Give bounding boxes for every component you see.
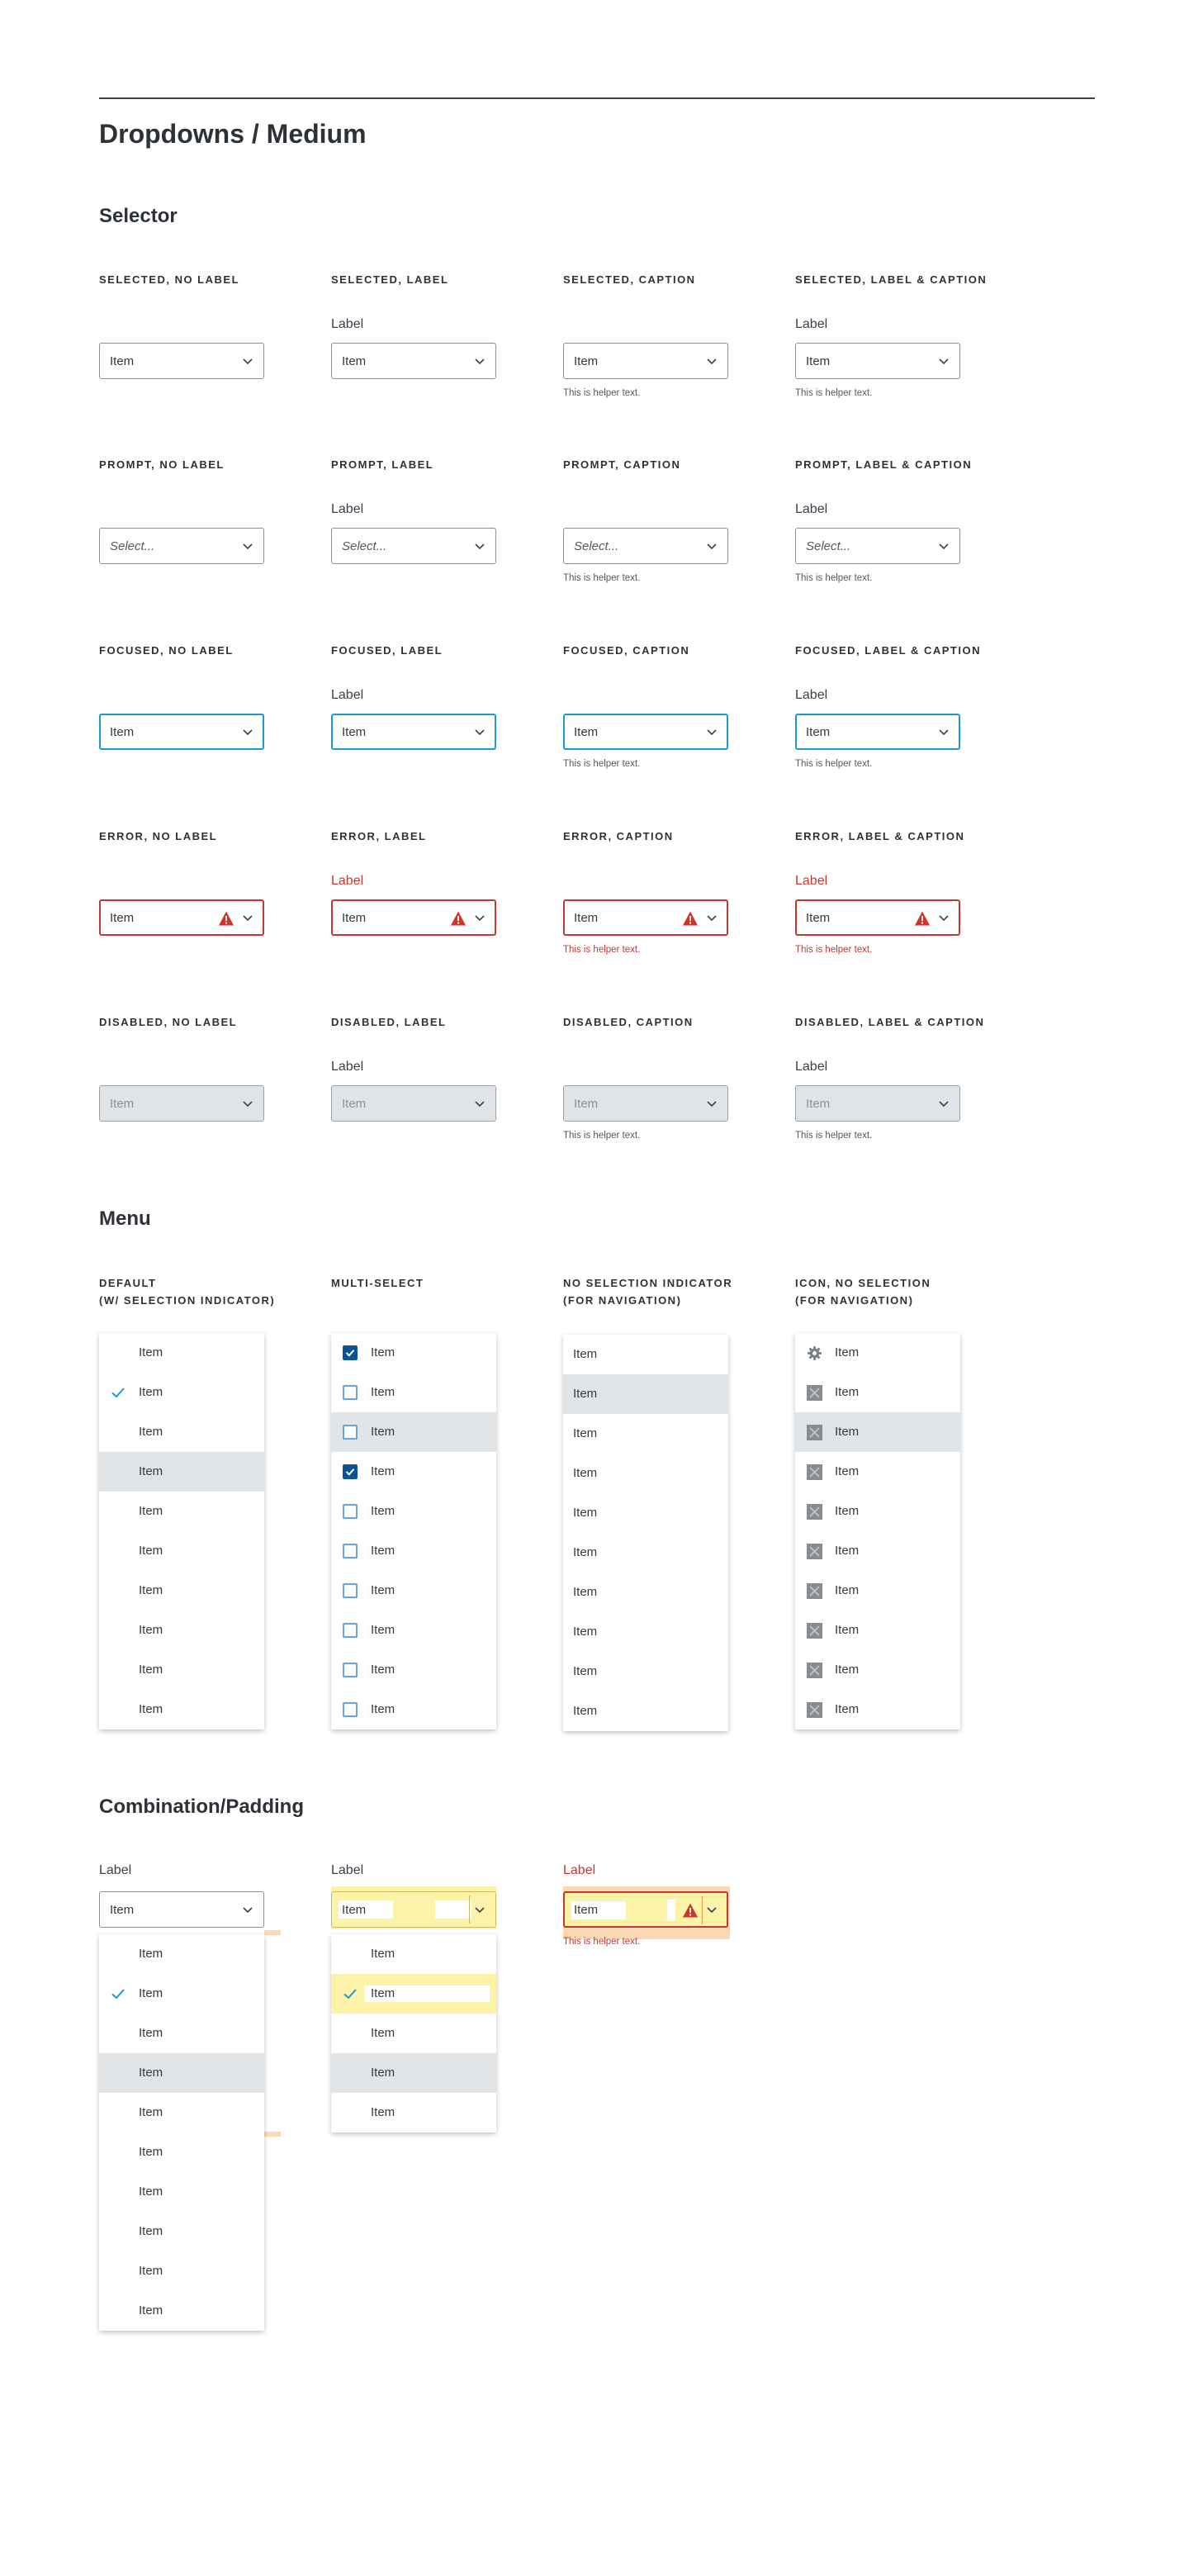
dropdown-selector <box>99 1085 264 1122</box>
dropdown-value: Item <box>806 1097 831 1111</box>
dropdown-value: Select... <box>110 539 155 553</box>
dropdown-value: Item <box>574 1097 599 1111</box>
menu-item[interactable] <box>795 1690 960 1729</box>
state-caption: ERROR, LABEL <box>331 830 427 842</box>
dropdown-selector <box>563 1085 728 1122</box>
menu-item[interactable] <box>99 1571 264 1611</box>
field-label: Label <box>795 317 828 331</box>
menu-item-label: Item <box>139 1623 163 1637</box>
menu-item-label: Item <box>371 1986 396 2000</box>
state-caption: ERROR, NO LABEL <box>99 830 218 842</box>
state-caption: SELECTED, NO LABEL <box>99 273 240 286</box>
divider <box>469 1895 470 1924</box>
dropdown-selector[interactable] <box>331 714 496 750</box>
chevron-down-icon <box>704 910 719 925</box>
padding-guide <box>264 1930 281 1935</box>
menu-item[interactable] <box>563 1335 728 1374</box>
placeholder-icon <box>807 1583 822 1599</box>
helper-text: This is helper text. <box>795 573 873 583</box>
dropdown-value: Item <box>110 1097 135 1111</box>
state-caption: DISABLED, NO LABEL <box>99 1016 238 1028</box>
menu-item-label: Item <box>139 2224 163 2238</box>
menu-item-label: Item <box>139 1345 163 1359</box>
check-icon <box>111 1987 126 2000</box>
menu-item[interactable] <box>99 1333 264 1373</box>
dropdown-value: Item <box>574 725 599 739</box>
menu-item-label: Item <box>835 1345 860 1359</box>
menu-item[interactable] <box>795 1571 960 1611</box>
warning-icon <box>682 1902 699 1919</box>
menu-item[interactable] <box>99 2132 264 2172</box>
menu-item-label: Item <box>139 1504 163 1518</box>
menu-caption-sub: (W/ SELECTION INDICATOR) <box>99 1294 276 1307</box>
menu-item-label: Item <box>835 1702 860 1716</box>
menu-item[interactable] <box>795 1650 960 1690</box>
section-title-selector: Selector <box>99 205 178 227</box>
menu-item[interactable] <box>563 1374 728 1414</box>
menu-item[interactable] <box>99 1690 264 1729</box>
menu-item[interactable] <box>99 1412 264 1452</box>
menu-item[interactable] <box>563 1493 728 1533</box>
checkbox[interactable] <box>343 1702 358 1717</box>
chevron-down-icon <box>472 1902 487 1917</box>
menu-item-label: Item <box>835 1544 860 1558</box>
check-icon <box>343 1987 358 2000</box>
menu-item-label: Item <box>139 1663 163 1677</box>
state-caption: SELECTED, CAPTION <box>563 273 696 286</box>
menu-item[interactable] <box>331 1492 496 1531</box>
menu-item-label: Item <box>573 1506 598 1520</box>
field-label: Label <box>331 874 364 888</box>
menu-item[interactable] <box>99 1492 264 1531</box>
chevron-down-icon <box>472 1096 487 1111</box>
dropdown-value: Item <box>110 725 135 739</box>
top-divider <box>99 97 1095 99</box>
dropdown-selector[interactable] <box>795 528 960 564</box>
menu-item-label: Item <box>573 1387 598 1401</box>
chevron-down-icon <box>240 353 255 368</box>
menu-item[interactable] <box>563 1454 728 1493</box>
dropdown-selector[interactable] <box>563 714 728 750</box>
menu-item[interactable] <box>99 1452 264 1492</box>
warning-icon <box>682 910 699 927</box>
dropdown-value: Item <box>806 911 831 925</box>
menu-item-label: Item <box>835 1504 860 1518</box>
placeholder-icon <box>807 1702 822 1718</box>
helper-text: This is helper text. <box>795 388 873 398</box>
menu-item[interactable] <box>99 2053 264 2093</box>
menu-item-label: Item <box>835 1464 860 1478</box>
menu-item-label: Item <box>371 1425 396 1439</box>
menu-caption: ICON, NO SELECTION <box>795 1277 931 1289</box>
menu-item-label: Item <box>835 1385 860 1399</box>
menu-item[interactable] <box>331 1690 496 1729</box>
chevron-down-icon <box>240 1096 255 1111</box>
field-label: Label <box>795 688 828 702</box>
menu-item[interactable] <box>99 1611 264 1650</box>
state-caption: PROMPT, CAPTION <box>563 458 681 471</box>
helper-text: This is helper text. <box>795 945 873 955</box>
checkbox[interactable] <box>343 1623 358 1638</box>
menu-item[interactable] <box>99 1934 264 1974</box>
menu-item[interactable] <box>331 2093 496 2132</box>
warning-icon <box>218 910 234 927</box>
helper-text: This is helper text. <box>563 573 641 583</box>
state-caption: SELECTED, LABEL & CAPTION <box>795 273 988 286</box>
menu-item[interactable] <box>331 1974 496 2014</box>
padding-guide <box>667 1900 675 1921</box>
placeholder-icon <box>807 1385 822 1401</box>
state-caption: FOCUSED, LABEL & CAPTION <box>795 644 981 657</box>
dropdown-selector[interactable] <box>563 528 728 564</box>
menu-item[interactable] <box>331 2053 496 2093</box>
chevron-down-icon <box>472 538 487 553</box>
dropdown-selector[interactable] <box>99 1891 264 1928</box>
menu-item-label: Item <box>371 1663 396 1677</box>
dropdown-selector[interactable] <box>795 899 960 936</box>
placeholder-icon <box>807 1663 822 1678</box>
menu-caption: DEFAULT <box>99 1277 157 1289</box>
warning-icon <box>450 910 467 927</box>
state-caption: DISABLED, LABEL & CAPTION <box>795 1016 985 1028</box>
dropdown-selector <box>795 1085 960 1122</box>
dropdown-selector[interactable] <box>331 1891 496 1928</box>
menu-item-label: Item <box>573 1466 598 1480</box>
field-label: Label <box>795 874 828 888</box>
menu-item[interactable] <box>563 1573 728 1612</box>
chevron-down-icon <box>704 1902 719 1917</box>
gear-icon <box>807 1345 822 1361</box>
menu-item[interactable] <box>331 1571 496 1611</box>
page-title: Dropdowns / Medium <box>99 119 367 149</box>
dropdown-selector[interactable] <box>563 1891 728 1928</box>
helper-text: This is helper text. <box>563 945 641 955</box>
dropdown-menu <box>99 1934 264 2331</box>
menu-item-label: Item <box>835 1663 860 1677</box>
divider <box>702 1896 703 1924</box>
chevron-down-icon <box>704 538 719 553</box>
menu-item-label: Item <box>139 1702 163 1716</box>
helper-text: This is helper text. <box>563 1131 641 1141</box>
dropdown-selector[interactable] <box>99 899 264 936</box>
state-caption: ERROR, LABEL & CAPTION <box>795 830 965 842</box>
menu-item[interactable] <box>331 1934 496 1974</box>
menu-item[interactable] <box>795 1333 960 1373</box>
menu-item[interactable] <box>563 1414 728 1454</box>
checkbox[interactable] <box>343 1583 358 1598</box>
chevron-down-icon <box>240 910 255 925</box>
checkbox[interactable] <box>343 1663 358 1677</box>
menu-item[interactable] <box>563 1533 728 1573</box>
menu-item[interactable] <box>795 1492 960 1531</box>
state-caption: ERROR, CAPTION <box>563 830 674 842</box>
state-caption: FOCUSED, LABEL <box>331 644 443 657</box>
menu-item-label: Item <box>573 1664 598 1678</box>
menu-item-label: Item <box>139 1425 163 1439</box>
menu-item-label: Item <box>139 1385 163 1399</box>
chevron-down-icon <box>704 353 719 368</box>
menu-item[interactable] <box>99 1373 264 1412</box>
menu-item-label: Item <box>139 1544 163 1558</box>
field-label: Label <box>331 502 364 516</box>
chevron-down-icon <box>472 910 487 925</box>
menu-item[interactable] <box>99 1974 264 2014</box>
dropdown-selector[interactable] <box>99 714 264 750</box>
state-caption: DISABLED, CAPTION <box>563 1016 694 1028</box>
chevron-down-icon <box>936 353 951 368</box>
menu-item[interactable] <box>99 2212 264 2251</box>
menu-item-label: Item <box>573 1625 598 1639</box>
dropdown-selector[interactable] <box>99 528 264 564</box>
dropdown-menu <box>563 1335 728 1731</box>
padding-guide <box>264 2132 281 2137</box>
menu-item-label: Item <box>573 1704 598 1718</box>
menu-item-label: Item <box>371 1623 396 1637</box>
menu-caption: MULTI-SELECT <box>331 1277 424 1289</box>
dropdown-value: Item <box>110 1903 135 1917</box>
menu-item[interactable] <box>563 1612 728 1652</box>
dropdown-menu <box>99 1333 264 1729</box>
menu-item-label: Item <box>835 1425 860 1439</box>
helper-text: This is helper text. <box>795 1131 873 1141</box>
menu-item[interactable] <box>331 1611 496 1650</box>
menu-item[interactable] <box>331 1333 496 1373</box>
chevron-down-icon <box>472 724 487 739</box>
dropdown-menu <box>331 1333 496 1729</box>
dropdown-value: Item <box>574 354 599 368</box>
chevron-down-icon <box>936 910 951 925</box>
placeholder-icon <box>807 1544 822 1559</box>
checkbox[interactable] <box>343 1544 358 1558</box>
chevron-down-icon <box>936 724 951 739</box>
menu-item-label: Item <box>371 1345 396 1359</box>
section-title-menu: Menu <box>99 1207 151 1230</box>
dropdown-selector <box>331 1085 496 1122</box>
dropdown-value: Item <box>342 1097 367 1111</box>
state-caption: PROMPT, NO LABEL <box>99 458 225 471</box>
state-caption: FOCUSED, NO LABEL <box>99 644 234 657</box>
menu-item-label: Item <box>835 1583 860 1597</box>
menu-item-label: Item <box>371 1702 396 1716</box>
menu-item-label: Item <box>371 1464 396 1478</box>
field-label: Label <box>99 1863 132 1877</box>
chevron-down-icon <box>936 1096 951 1111</box>
dropdown-selector[interactable] <box>331 899 496 936</box>
menu-item-label: Item <box>139 2185 163 2199</box>
menu-item-label: Item <box>371 1385 396 1399</box>
placeholder-icon <box>807 1623 822 1639</box>
helper-text: This is helper text. <box>563 1937 641 1947</box>
menu-caption: NO SELECTION INDICATOR <box>563 1277 733 1289</box>
padding-guide <box>435 1900 471 1919</box>
menu-item-label: Item <box>573 1426 598 1440</box>
menu-item-label: Item <box>139 2026 163 2040</box>
menu-item-label: Item <box>139 2105 163 2119</box>
chevron-down-icon <box>240 724 255 739</box>
dropdown-value: Select... <box>574 539 619 553</box>
state-caption: SELECTED, LABEL <box>331 273 449 286</box>
checkbox[interactable] <box>343 1504 358 1519</box>
menu-item-label: Item <box>139 1464 163 1478</box>
placeholder-icon <box>807 1504 822 1520</box>
checkbox[interactable] <box>343 1385 358 1400</box>
menu-item[interactable] <box>795 1452 960 1492</box>
menu-item[interactable] <box>99 1531 264 1571</box>
chevron-down-icon <box>704 724 719 739</box>
menu-caption-sub: (FOR NAVIGATION) <box>795 1294 914 1307</box>
field-label: Label <box>331 1060 364 1074</box>
menu-item-label: Item <box>371 1947 396 1961</box>
menu-item-label: Item <box>139 2145 163 2159</box>
state-caption: DISABLED, LABEL <box>331 1016 447 1028</box>
dropdown-value: Item <box>342 354 367 368</box>
menu-item[interactable] <box>331 1412 496 1452</box>
menu-item-label: Item <box>573 1585 598 1599</box>
menu-item[interactable] <box>563 1691 728 1731</box>
menu-item-label: Item <box>573 1545 598 1559</box>
menu-item[interactable] <box>331 1531 496 1571</box>
dropdown-selector[interactable] <box>563 343 728 379</box>
menu-item[interactable] <box>331 2014 496 2053</box>
dropdown-value: Item <box>110 911 135 925</box>
menu-item-label: Item <box>139 2264 163 2278</box>
menu-item[interactable] <box>99 2093 264 2132</box>
menu-item-label: Item <box>835 1623 860 1637</box>
dropdown-value: Select... <box>342 539 387 553</box>
field-label: Label <box>563 1863 596 1877</box>
checkbox[interactable] <box>343 1425 358 1440</box>
dropdown-selector[interactable] <box>331 343 496 379</box>
dropdown-value: Item <box>574 1903 599 1917</box>
menu-item-label: Item <box>139 1583 163 1597</box>
dropdown-menu <box>331 1934 496 2132</box>
dropdown-value: Item <box>342 911 367 925</box>
menu-item[interactable] <box>795 1373 960 1412</box>
menu-item-label: Item <box>139 1947 163 1961</box>
dropdown-value: Item <box>110 354 135 368</box>
dropdown-value: Item <box>806 725 831 739</box>
dropdown-value: Item <box>806 354 831 368</box>
dropdown-menu <box>795 1333 960 1729</box>
menu-item-label: Item <box>371 1583 396 1597</box>
menu-item[interactable] <box>795 1412 960 1452</box>
menu-item[interactable] <box>331 1650 496 1690</box>
chevron-down-icon <box>704 1096 719 1111</box>
state-caption: PROMPT, LABEL <box>331 458 434 471</box>
chevron-down-icon <box>240 538 255 553</box>
menu-item-label: Item <box>371 1504 396 1518</box>
dropdown-selector[interactable] <box>99 343 264 379</box>
state-caption: FOCUSED, CAPTION <box>563 644 690 657</box>
menu-item-label: Item <box>139 1986 163 2000</box>
menu-item-label: Item <box>371 2026 396 2040</box>
checkbox-checked[interactable] <box>343 1464 358 1479</box>
dropdown-selector[interactable] <box>795 343 960 379</box>
menu-item[interactable] <box>331 1373 496 1412</box>
field-label: Label <box>331 688 364 702</box>
check-icon <box>111 1386 126 1399</box>
menu-item-label: Item <box>371 2105 396 2119</box>
dropdown-selector[interactable] <box>331 528 496 564</box>
chevron-down-icon <box>472 353 487 368</box>
chevron-down-icon <box>240 1902 255 1917</box>
dropdown-selector[interactable] <box>563 899 728 936</box>
field-label: Label <box>795 1060 828 1074</box>
helper-text: This is helper text. <box>563 759 641 769</box>
menu-item[interactable] <box>99 2251 264 2291</box>
helper-text: This is helper text. <box>563 388 641 398</box>
field-label: Label <box>331 1863 364 1877</box>
menu-item-label: Item <box>371 1544 396 1558</box>
menu-item[interactable] <box>795 1611 960 1650</box>
menu-item[interactable] <box>99 2291 264 2331</box>
menu-caption-sub: (FOR NAVIGATION) <box>563 1294 682 1307</box>
field-label: Label <box>331 317 364 331</box>
menu-item[interactable] <box>795 1531 960 1571</box>
helper-text: This is helper text. <box>795 759 873 769</box>
dropdown-selector[interactable] <box>795 714 960 750</box>
menu-item-label: Item <box>139 2303 163 2317</box>
field-label: Label <box>795 502 828 516</box>
section-title-combination: Combination/Padding <box>99 1796 304 1818</box>
state-caption: PROMPT, LABEL & CAPTION <box>795 458 973 471</box>
menu-item[interactable] <box>563 1652 728 1691</box>
warning-icon <box>914 910 931 927</box>
menu-item[interactable] <box>331 1452 496 1492</box>
dropdown-value: Item <box>342 1903 367 1917</box>
checkbox-checked[interactable] <box>343 1345 358 1360</box>
dropdown-value: Item <box>342 725 367 739</box>
menu-item[interactable] <box>99 1650 264 1690</box>
menu-item[interactable] <box>99 2172 264 2212</box>
menu-item[interactable] <box>99 2014 264 2053</box>
chevron-down-icon <box>936 538 951 553</box>
placeholder-icon <box>807 1464 822 1480</box>
menu-item-label: Item <box>573 1347 598 1361</box>
menu-item-label: Item <box>371 2066 396 2080</box>
dropdown-value: Item <box>574 911 599 925</box>
dropdown-value: Select... <box>806 539 851 553</box>
placeholder-icon <box>807 1425 822 1440</box>
menu-item-label: Item <box>139 2066 163 2080</box>
